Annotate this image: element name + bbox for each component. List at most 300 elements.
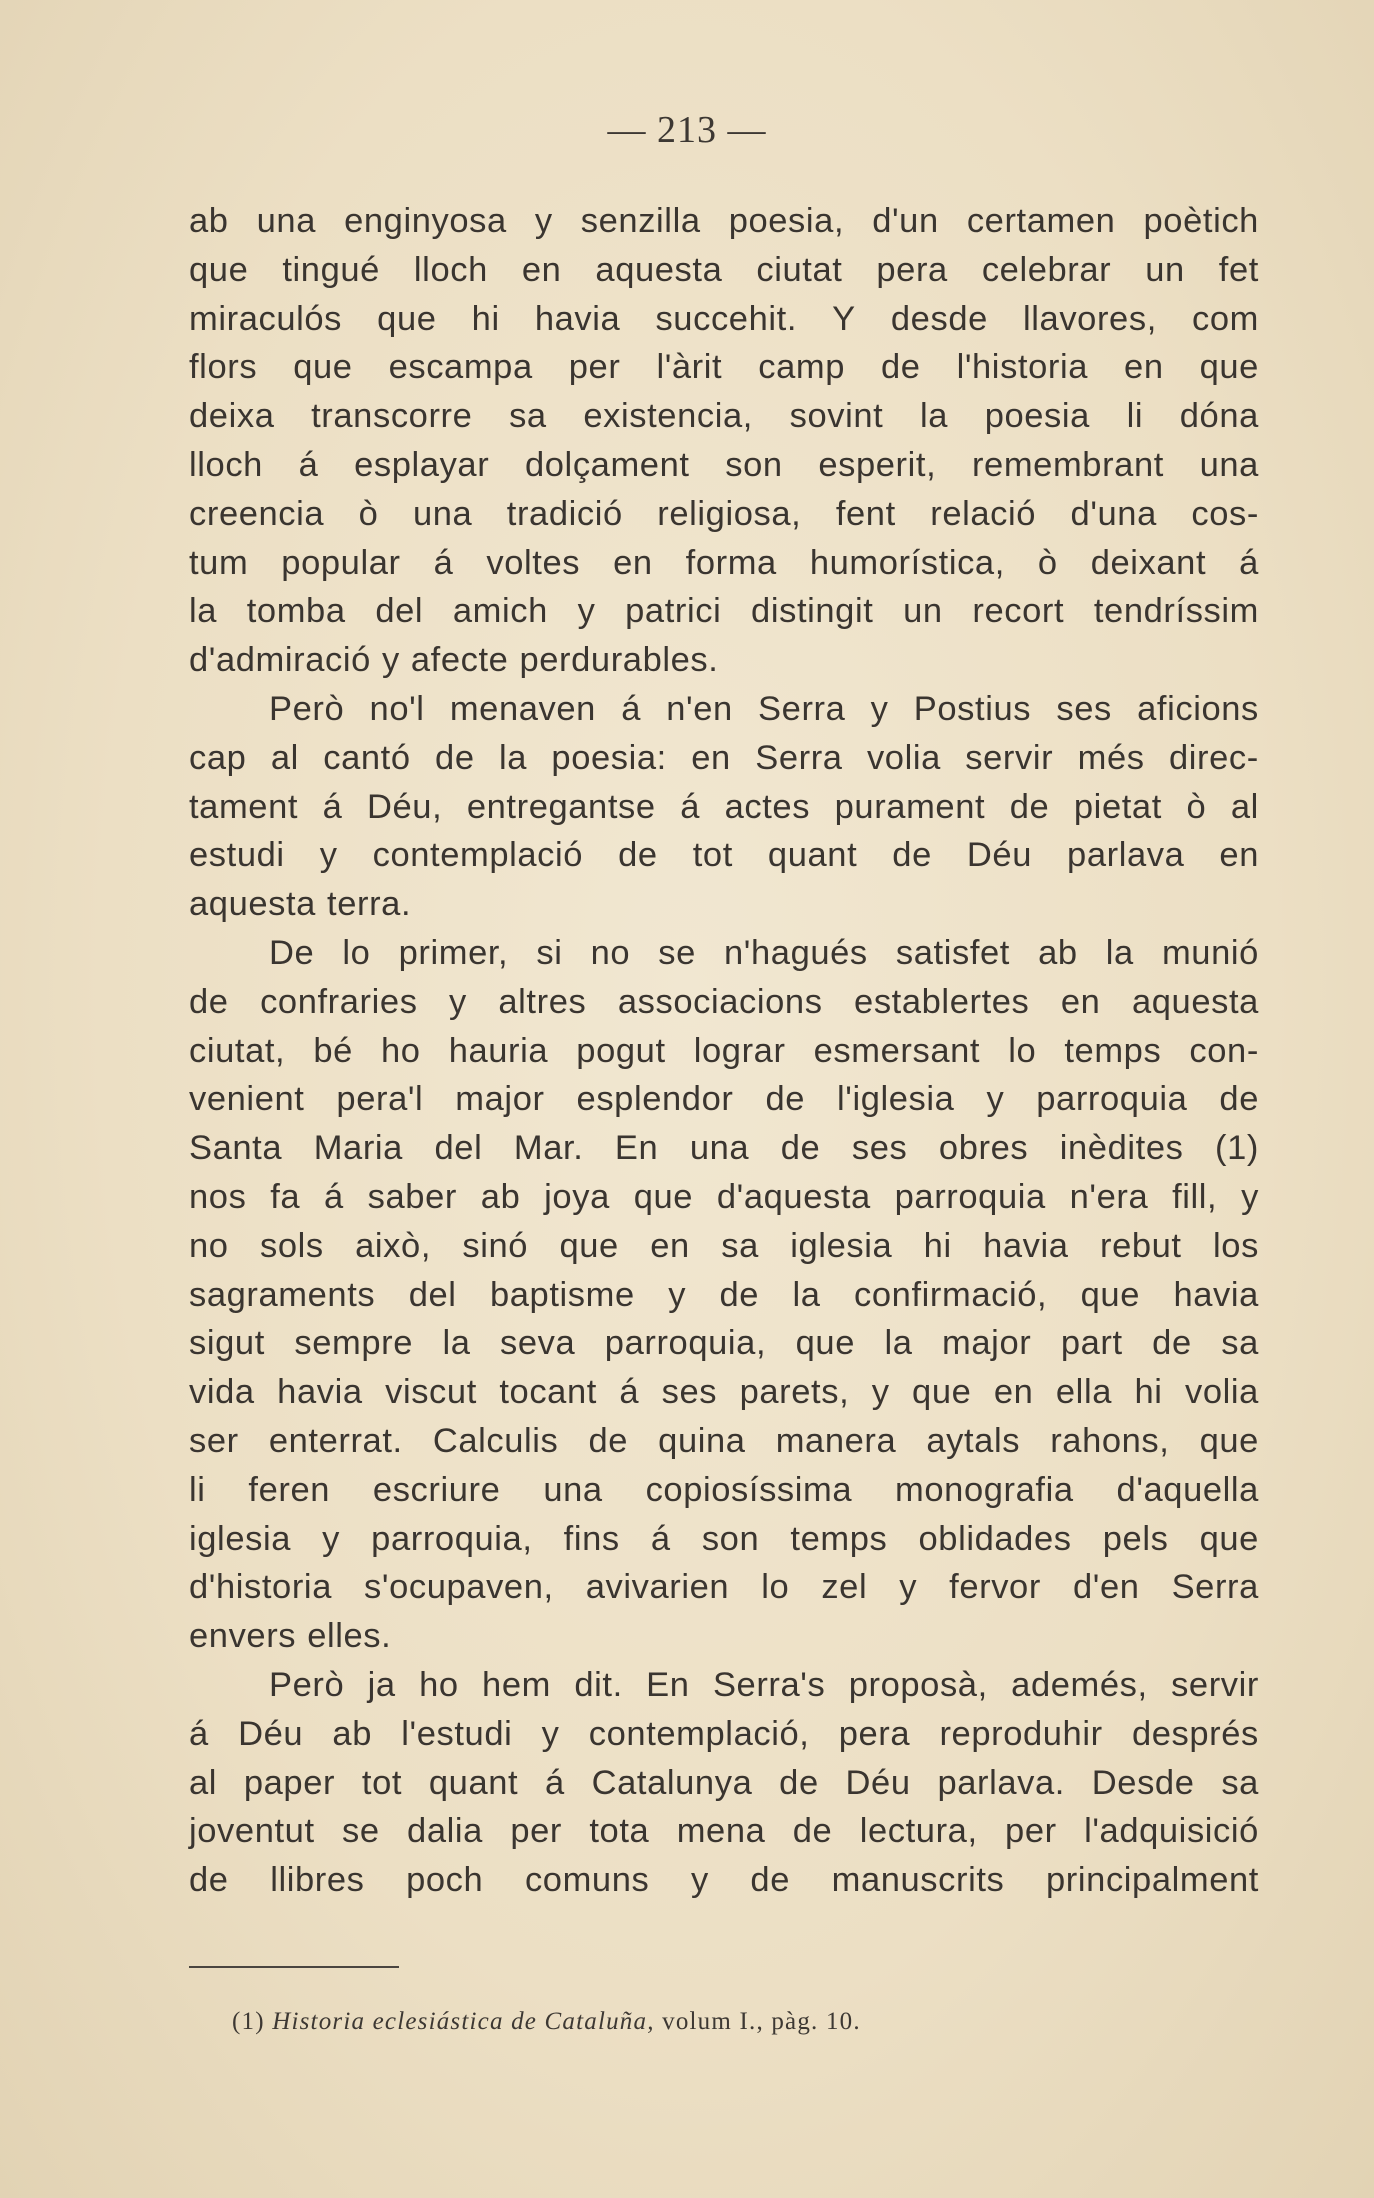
word: dolçament xyxy=(524,445,690,484)
word: afecte xyxy=(410,641,509,680)
word: terra. xyxy=(327,885,412,924)
word: patrici xyxy=(625,592,722,631)
word: remembrant xyxy=(971,445,1164,484)
word: miraculós xyxy=(189,299,343,338)
word: joventut xyxy=(189,1812,315,1851)
word: al xyxy=(189,1763,218,1802)
word: parroquia, xyxy=(604,1324,767,1363)
word: de xyxy=(618,836,658,875)
text-line xyxy=(189,929,1259,978)
word: per xyxy=(1005,1812,1057,1851)
text-line xyxy=(189,1417,1259,1466)
word: confraries xyxy=(260,982,418,1021)
word: de xyxy=(892,836,932,875)
word: obres xyxy=(938,1129,1029,1168)
word: en xyxy=(650,1226,690,1265)
word: enginyosa xyxy=(344,202,507,240)
word: camp xyxy=(758,348,845,387)
word: se xyxy=(658,933,696,972)
word: en xyxy=(613,543,653,582)
word: associacions xyxy=(617,982,823,1021)
word: De xyxy=(269,933,315,972)
text-line xyxy=(189,685,1259,734)
word: volia xyxy=(1184,1373,1259,1412)
word: confirmació, xyxy=(854,1275,1048,1314)
word: una xyxy=(256,202,317,240)
word: que xyxy=(293,348,353,387)
word: Catalunya xyxy=(591,1763,753,1802)
word: la xyxy=(919,397,949,436)
word: senzilla xyxy=(580,202,701,240)
word: pels xyxy=(1102,1519,1169,1558)
word: á xyxy=(619,1373,640,1412)
text-line xyxy=(189,1027,1259,1076)
word: del xyxy=(434,1129,483,1168)
word: de xyxy=(780,1129,821,1168)
word: poesia xyxy=(984,397,1090,436)
word: al xyxy=(270,738,299,777)
word: Déu xyxy=(966,836,1032,875)
word: aquesta xyxy=(189,885,316,924)
word: tomba xyxy=(246,592,346,631)
word: escampa xyxy=(388,348,533,387)
word: tot xyxy=(692,836,733,875)
word: ab xyxy=(332,1714,372,1753)
word: sa xyxy=(509,397,547,436)
word: després xyxy=(1131,1714,1259,1753)
word: lloch xyxy=(413,250,488,289)
word: no xyxy=(189,1226,229,1265)
word: parlava. xyxy=(937,1763,1065,1802)
word: ses xyxy=(851,1129,908,1168)
word: contemplació, xyxy=(588,1714,810,1753)
word: part xyxy=(1060,1324,1123,1363)
word: la xyxy=(189,592,218,631)
word: y xyxy=(577,592,596,631)
text-line xyxy=(189,441,1259,490)
text-line xyxy=(189,1807,1259,1856)
word: cos- xyxy=(1191,494,1259,533)
word: sigut xyxy=(189,1324,265,1363)
word: envers xyxy=(189,1617,297,1656)
text-line xyxy=(189,1173,1259,1222)
word: havia xyxy=(983,1226,1069,1265)
word: copiosíssima xyxy=(645,1470,853,1509)
word: que xyxy=(559,1226,619,1265)
text-line xyxy=(189,246,1259,295)
word: ho xyxy=(419,1665,459,1704)
word: lo xyxy=(761,1568,790,1607)
word: tendríssim xyxy=(1093,592,1259,631)
word: vida xyxy=(189,1373,255,1412)
word: esmersant xyxy=(813,1031,981,1070)
word: sa xyxy=(1221,1324,1259,1363)
word: á xyxy=(1239,543,1259,582)
word: á xyxy=(298,445,319,484)
word: avivarien xyxy=(585,1568,730,1607)
word: fervor xyxy=(949,1568,1041,1607)
word: enterrat. xyxy=(268,1421,403,1460)
word: fa xyxy=(270,1177,301,1216)
word: que xyxy=(633,1177,694,1216)
word: forma xyxy=(685,543,777,582)
word: tocant xyxy=(499,1373,597,1412)
word: transcorre xyxy=(311,397,473,436)
word: ja xyxy=(367,1665,396,1704)
word: ciutat, xyxy=(189,1031,286,1070)
word: ab xyxy=(1038,933,1078,972)
word: l'iglesia xyxy=(837,1080,955,1119)
word: tradició xyxy=(506,494,623,533)
word: lo xyxy=(1008,1031,1037,1070)
word: lo xyxy=(342,933,371,972)
word: perdurables. xyxy=(519,641,719,680)
word: celebrar xyxy=(981,250,1112,289)
word: esperit, xyxy=(818,445,937,484)
word: la xyxy=(442,1324,471,1363)
text-line xyxy=(189,539,1259,588)
word: poesia, xyxy=(728,202,845,240)
word: nos xyxy=(189,1177,247,1216)
word: á xyxy=(322,787,343,826)
word: pietat xyxy=(1073,787,1162,826)
word: menaven xyxy=(449,689,596,728)
word: tota xyxy=(589,1812,650,1851)
word: humorística, xyxy=(809,543,1005,582)
word: d'historia xyxy=(189,1568,332,1607)
word: de xyxy=(765,1080,806,1119)
text-line xyxy=(189,1515,1259,1564)
word: venient xyxy=(189,1080,305,1119)
word: Déu xyxy=(845,1763,911,1802)
word: manuscrits xyxy=(831,1861,1005,1900)
word: l'adquisició xyxy=(1084,1812,1259,1851)
word: Santa xyxy=(189,1129,283,1168)
word: y xyxy=(449,982,467,1021)
word: d'aquesta xyxy=(716,1177,871,1216)
footnote xyxy=(232,2008,861,2036)
text-line xyxy=(189,1661,1259,1710)
word: en xyxy=(993,1373,1034,1412)
word: á xyxy=(621,689,641,728)
word: se xyxy=(342,1812,380,1851)
text-line xyxy=(189,295,1259,344)
word: de xyxy=(719,1275,760,1314)
word: distingit xyxy=(751,592,874,631)
word: flors xyxy=(189,348,258,387)
word: que xyxy=(189,250,249,289)
word: havia xyxy=(534,299,621,338)
word: temps xyxy=(790,1519,888,1558)
word: y xyxy=(534,202,553,240)
word: lloch xyxy=(189,445,263,484)
text-line xyxy=(189,490,1259,539)
word: pogut xyxy=(576,1031,666,1070)
word: quina xyxy=(658,1421,746,1460)
word: de xyxy=(588,1421,629,1460)
word: sinó xyxy=(462,1226,529,1265)
word: desde xyxy=(890,299,988,338)
word: á xyxy=(650,1519,671,1558)
word: com xyxy=(1192,299,1259,338)
word: iglesia xyxy=(790,1226,893,1265)
word: Mar. xyxy=(513,1129,584,1168)
word: la xyxy=(498,738,528,777)
word: del xyxy=(375,592,424,631)
word: los xyxy=(1213,1226,1259,1265)
word: dalia xyxy=(407,1812,483,1851)
word: una xyxy=(543,1470,603,1509)
word: popular xyxy=(281,543,401,582)
text-line xyxy=(189,978,1259,1027)
body-text xyxy=(189,197,1259,1905)
word: reproduhir xyxy=(939,1714,1103,1753)
word: zel xyxy=(821,1568,868,1607)
word: dóna xyxy=(1179,397,1259,436)
word: dit. xyxy=(574,1665,623,1704)
word: havia xyxy=(1173,1275,1259,1314)
word: fill, xyxy=(1172,1177,1218,1216)
word: llavores, xyxy=(1023,299,1157,338)
word: de xyxy=(750,1861,790,1900)
text-line xyxy=(189,343,1259,392)
word: en xyxy=(1060,982,1101,1021)
word: pera'l xyxy=(336,1080,424,1119)
word: recort xyxy=(972,592,1065,631)
word: poch xyxy=(406,1861,484,1900)
word: fent xyxy=(835,494,896,533)
word: joya xyxy=(544,1177,610,1216)
word: Maria xyxy=(313,1129,403,1168)
word: que xyxy=(795,1324,856,1363)
word: y xyxy=(871,1373,890,1412)
word: d'una xyxy=(1070,494,1157,533)
word: tingué xyxy=(282,250,380,289)
word: actes xyxy=(724,787,811,826)
word: de xyxy=(189,1861,229,1900)
word: deixa xyxy=(189,397,275,436)
word: altres xyxy=(498,982,587,1021)
word: y xyxy=(668,1275,687,1314)
word: satisfet xyxy=(895,933,1010,972)
word: esplendor xyxy=(576,1080,734,1119)
word: manera xyxy=(775,1421,897,1460)
word: que xyxy=(1199,1421,1259,1460)
word: creencia xyxy=(189,494,325,533)
text-line xyxy=(189,1075,1259,1124)
word: existencia, xyxy=(583,397,753,436)
word: per xyxy=(510,1812,562,1851)
text-line xyxy=(189,1271,1259,1320)
word: esplayar xyxy=(354,445,490,484)
word: á xyxy=(680,787,701,826)
word: de xyxy=(880,348,921,387)
word: de xyxy=(435,738,475,777)
word: més xyxy=(1077,738,1145,777)
text-line xyxy=(189,1759,1259,1808)
word: ademés, xyxy=(1011,1665,1148,1704)
word: y xyxy=(1241,1177,1259,1216)
word: y xyxy=(899,1568,918,1607)
text-line xyxy=(189,197,1259,246)
word: per xyxy=(568,348,621,387)
word: major xyxy=(455,1080,545,1119)
text-line xyxy=(189,636,1259,685)
word: son xyxy=(701,1519,760,1558)
word: parets, xyxy=(739,1373,850,1412)
word: En xyxy=(646,1665,690,1704)
word: pera xyxy=(838,1714,911,1753)
word: de xyxy=(1152,1324,1192,1363)
word: bé xyxy=(313,1031,353,1070)
word: l'historia xyxy=(956,348,1089,387)
word: de xyxy=(1009,787,1050,826)
word: volia xyxy=(866,738,941,777)
word: n'era xyxy=(1069,1177,1149,1216)
word: tament xyxy=(189,787,299,826)
word: feren xyxy=(248,1470,331,1509)
word: saber xyxy=(367,1177,457,1216)
word: y xyxy=(690,1861,709,1900)
word: no xyxy=(590,933,631,972)
footnote-title: Historia eclesiástica de Cataluña, xyxy=(272,2008,655,2035)
word: á xyxy=(324,1177,344,1216)
word: poesia: xyxy=(551,738,667,777)
word: iglesia xyxy=(189,1519,292,1558)
word: elles. xyxy=(307,1617,392,1656)
word: hauria xyxy=(448,1031,549,1070)
word: major xyxy=(942,1324,1032,1363)
word: Però xyxy=(269,689,345,728)
word: Serra xyxy=(758,689,846,728)
word: aytals xyxy=(926,1421,1021,1460)
word: una xyxy=(689,1129,750,1168)
word: que xyxy=(377,299,437,338)
word: principalment xyxy=(1046,1861,1259,1900)
word: de xyxy=(1219,1080,1259,1119)
word: de xyxy=(792,1812,833,1851)
footnote-divider xyxy=(189,1966,399,1968)
word: sagraments xyxy=(189,1275,376,1314)
word: hi xyxy=(471,299,500,338)
word: una xyxy=(412,494,473,533)
word: la xyxy=(884,1324,913,1363)
word: mena xyxy=(676,1812,766,1851)
word: sa xyxy=(1221,1763,1259,1802)
footnote-marker: (1) xyxy=(232,2008,265,2035)
word: Déu, xyxy=(367,787,443,826)
word: comuns xyxy=(524,1861,650,1900)
word: en xyxy=(1124,348,1164,387)
word: deixant xyxy=(1090,543,1207,582)
word: d'admiració xyxy=(189,641,371,680)
word: y xyxy=(986,1080,1005,1119)
text-line xyxy=(189,880,1259,929)
page-number: — 213 — xyxy=(607,109,767,151)
word: contemplació xyxy=(372,836,584,875)
text-line xyxy=(189,587,1259,636)
word: quant xyxy=(428,1763,519,1802)
word: y xyxy=(381,641,400,680)
text-line xyxy=(189,1710,1259,1759)
word: un xyxy=(903,592,943,631)
word: Postius xyxy=(913,689,1032,728)
word: á xyxy=(433,543,454,582)
text-line xyxy=(189,392,1259,441)
word: d'aquella xyxy=(1116,1470,1259,1509)
word: pera xyxy=(876,250,948,289)
word: fet xyxy=(1218,250,1259,289)
word: cantó xyxy=(323,738,411,777)
word: y xyxy=(319,836,338,875)
word: entregantse xyxy=(466,787,656,826)
word: servir xyxy=(965,738,1054,777)
text-line xyxy=(189,1124,1259,1173)
word: que xyxy=(1199,1519,1259,1558)
word: Y xyxy=(832,299,856,338)
word: aquesta xyxy=(595,250,723,289)
word: ò xyxy=(1186,787,1207,826)
word: ses xyxy=(661,1373,718,1412)
word: y xyxy=(322,1519,341,1558)
word: estudi xyxy=(189,836,285,875)
word: con- xyxy=(1189,1031,1259,1070)
word: hem xyxy=(482,1665,551,1704)
word: que xyxy=(1080,1275,1141,1314)
text-line xyxy=(189,1856,1259,1905)
word: la xyxy=(792,1275,821,1314)
word: proposà, xyxy=(848,1665,988,1704)
footnote-rest: volum I., pàg. 10. xyxy=(662,2008,861,2035)
word: Serra xyxy=(755,738,843,777)
word: primer, xyxy=(398,933,509,972)
word: establertes xyxy=(854,982,1030,1021)
word: á xyxy=(189,1714,209,1753)
word: en xyxy=(521,250,562,289)
word: ò xyxy=(1037,543,1058,582)
word: y xyxy=(541,1714,560,1753)
text-line xyxy=(189,831,1259,880)
word: d'en xyxy=(1072,1568,1140,1607)
word: munió xyxy=(1161,933,1259,972)
word: á xyxy=(545,1763,565,1802)
word: de xyxy=(189,982,229,1021)
word: certamen xyxy=(966,202,1116,240)
word: voltes xyxy=(486,543,581,582)
word: paper xyxy=(243,1763,336,1802)
word: sa xyxy=(721,1226,759,1265)
word: si xyxy=(536,933,563,972)
word: això, xyxy=(355,1226,431,1265)
word: que xyxy=(1199,348,1259,387)
word: llibres xyxy=(270,1861,365,1900)
word: aquesta xyxy=(1131,982,1259,1021)
word: Déu xyxy=(238,1714,304,1753)
word: purament xyxy=(834,787,986,826)
word: religiosa, xyxy=(657,494,802,533)
word: sovint xyxy=(789,397,884,436)
word: d'un xyxy=(872,202,939,240)
word: s'ocupaven, xyxy=(364,1568,554,1607)
word: direc- xyxy=(1168,738,1259,777)
word: en xyxy=(1219,836,1259,875)
word: parlava xyxy=(1067,836,1185,875)
word: seva xyxy=(500,1324,576,1363)
word: ella xyxy=(1055,1373,1112,1412)
word: baptisme xyxy=(489,1275,635,1314)
word: lograr xyxy=(693,1031,786,1070)
text-line xyxy=(189,1466,1259,1515)
